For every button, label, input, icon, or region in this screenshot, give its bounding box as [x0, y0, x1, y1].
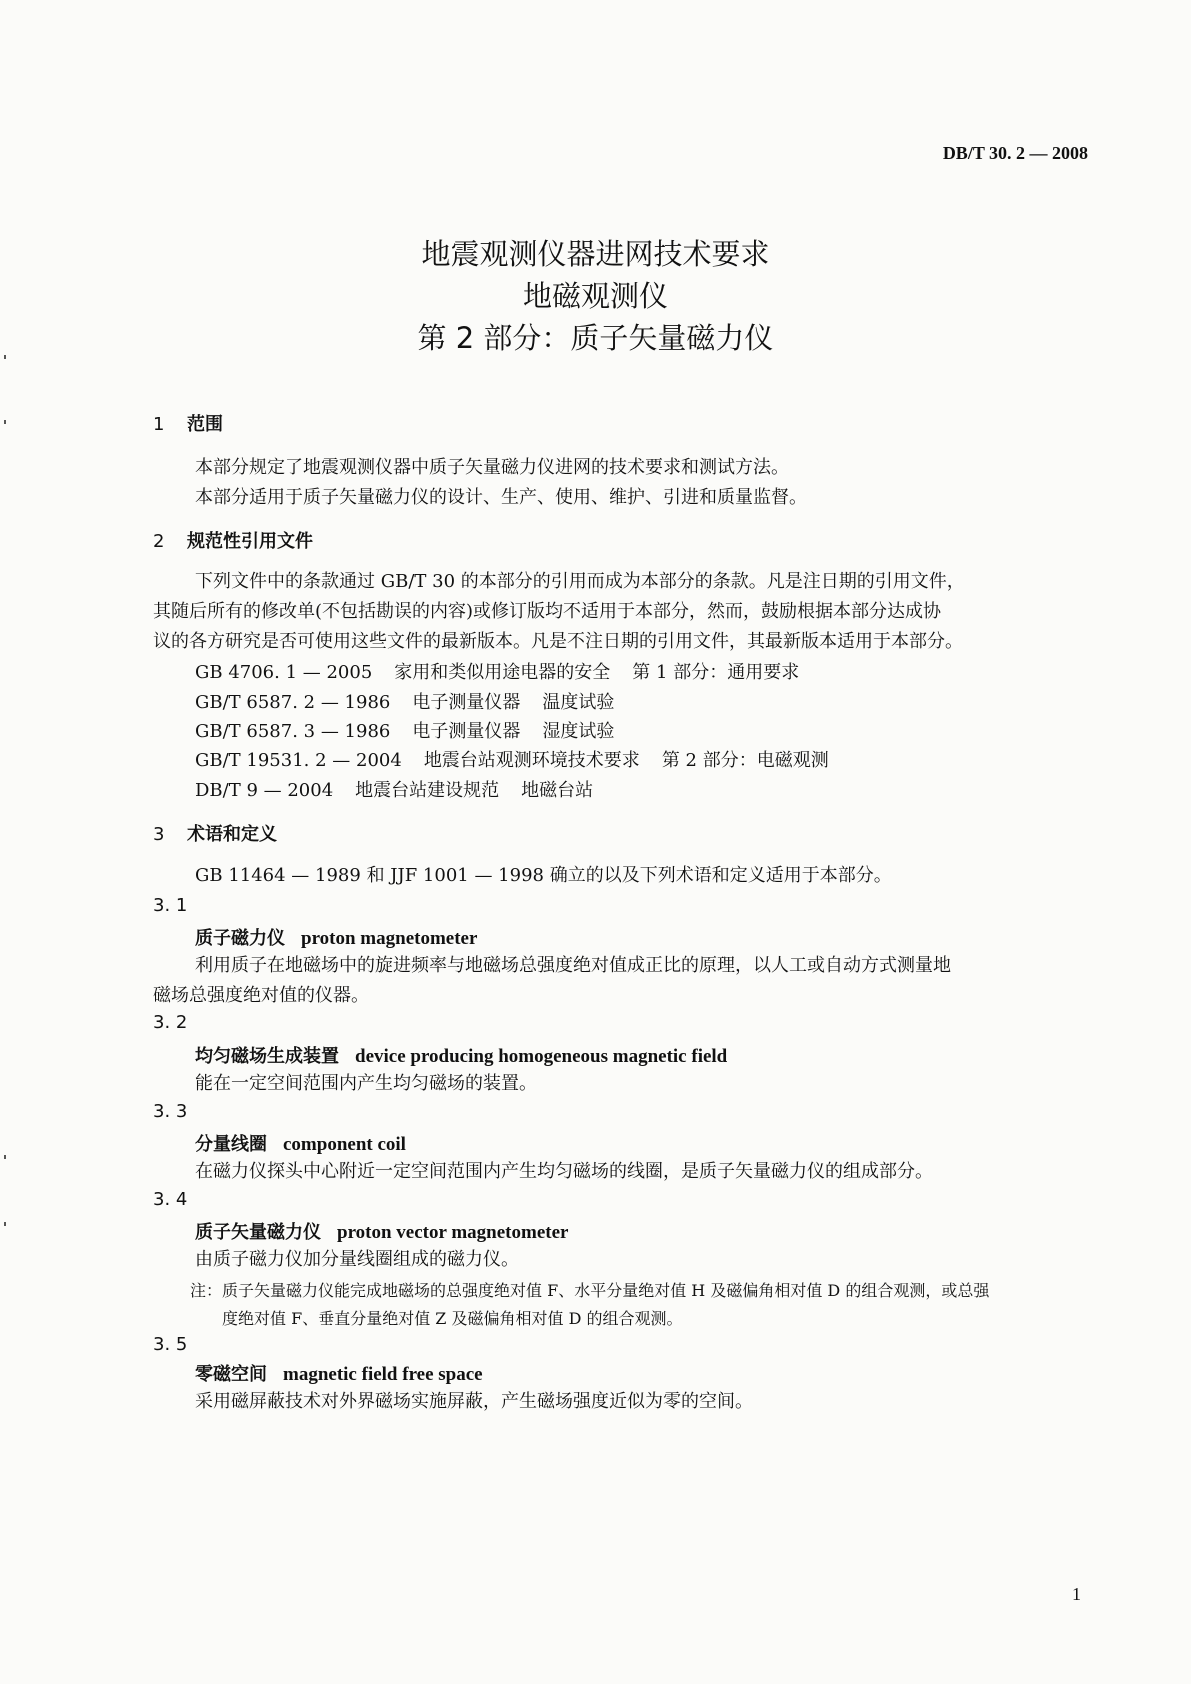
term-en: device producing homogeneous magnetic field [355, 1046, 728, 1067]
term-definition: 利用质子在地磁场中的旋进频率与地磁场总强度绝对值成正比的原理，以人工或自动方式测量地 [195, 955, 951, 976]
term-cn: 质子磁力仪 [195, 928, 285, 949]
reference-title: 地震台站建设规范 [355, 780, 500, 801]
term-definition: 能在一定空间范围内产生均匀磁场的装置。 [195, 1073, 537, 1094]
paragraph: 本部分规定了地震观测仪器中质子矢量磁力仪进网的技术要求和测试方法。 [195, 457, 789, 478]
term-cn: 质子矢量磁力仪 [195, 1222, 321, 1243]
term-heading [195, 1042, 727, 1068]
paragraph: 议的各方研究是否可使用这些文件的最新版本。凡是不注日期的引用文件，其最新版本适用于本部分。 [153, 631, 963, 652]
reference-item [195, 687, 614, 719]
paragraph: 下列文件中的条款通过 GB/T 30 的本部分的引用而成为本部分的条款。凡是注日期的引用文件， [195, 571, 965, 592]
section-title: 规范性引用文件 [187, 531, 313, 552]
section-number: 2 [153, 531, 165, 552]
term-cn: 分量线圈 [195, 1134, 267, 1155]
term-note: 注：质子矢量磁力仪能完成地磁场的总强度绝对值 F、水平分量绝对值 H 及磁偏角相对值 D 的组合观测，或总强 [190, 1281, 990, 1300]
term-definition: 采用磁屏蔽技术对外界磁场实施屏蔽，产生磁场强度近似为零的空间。 [195, 1391, 753, 1412]
reference-code: GB/T 6587. 3 — 1986 [195, 721, 391, 742]
reference-title: 电子测量仪器 [412, 721, 521, 742]
reference-code: DB/T 9 — 2004 [195, 780, 334, 801]
reference-title: 电子测量仪器 [412, 692, 521, 713]
reference-part: 第 2 部分：电磁观测 [661, 750, 829, 771]
reference-code: GB/T 6587. 2 — 1986 [195, 692, 391, 713]
reference-title: 家用和类似用途电器的安全 [394, 662, 611, 683]
section-3-heading [153, 820, 277, 846]
reference-title: 地震台站观测环境技术要求 [423, 750, 640, 771]
term-note: 度绝对值 F、垂直分量绝对值 Z 及磁偏角相对值 D 的组合观测。 [222, 1309, 683, 1328]
section-2-heading [153, 527, 313, 553]
section-title: 范围 [187, 414, 223, 435]
title-line-2: 地磁观测仪 [522, 279, 668, 313]
reference-item [195, 775, 593, 807]
reference-part: 温度试验 [542, 692, 615, 713]
term-heading [195, 924, 477, 950]
reference-item [195, 716, 614, 748]
reference-item [195, 657, 799, 689]
reference-part: 第 1 部分：通用要求 [632, 662, 800, 683]
section-number: 3 [153, 824, 165, 845]
term-en: proton vector magnetometer [337, 1222, 569, 1243]
term-definition: 在磁力仪探头中心附近一定空间范围内产生均匀磁场的线圈，是质子矢量磁力仪的组成部分。 [195, 1161, 933, 1182]
term-en: component coil [283, 1134, 406, 1155]
paragraph: 本部分适用于质子矢量磁力仪的设计、生产、使用、维护、引进和质量监督。 [195, 487, 807, 508]
subsection-number: 3. 2 [153, 1012, 188, 1033]
subsection-number: 3. 5 [153, 1334, 188, 1355]
subsection-number: 3. 4 [153, 1189, 188, 1210]
term-heading [195, 1218, 568, 1244]
paragraph: 其随后所有的修改单(不包括勘误的内容)或修订版均不适用于本部分，然而，鼓励根据本部分达成协 [153, 601, 942, 622]
reference-part: 湿度试验 [542, 721, 615, 742]
term-definition: 磁场总强度绝对值的仪器。 [153, 985, 369, 1006]
subsection-number: 3. 3 [153, 1101, 188, 1122]
document-number: DB/T 30. 2 — 2008 [942, 143, 1088, 163]
term-en: proton magnetometer [301, 928, 478, 949]
subsection-number: 3. 1 [153, 895, 188, 916]
term-definition: 由质子磁力仪加分量线圈组成的磁力仪。 [195, 1249, 519, 1270]
term-en: magnetic field free space [283, 1364, 483, 1385]
section-title: 术语和定义 [187, 824, 277, 845]
term-cn: 均匀磁场生成装置 [195, 1046, 339, 1067]
reference-part: 地磁台站 [521, 780, 594, 801]
reference-item [195, 745, 829, 777]
title-line-3: 第 2 部分：质子矢量磁力仪 [417, 321, 774, 355]
page-number: 1 [1072, 1584, 1081, 1604]
term-heading [195, 1360, 483, 1386]
reference-code: GB 4706. 1 — 2005 [195, 662, 373, 683]
paragraph: GB 11464 — 1989 和 JJF 1001 — 1998 确立的以及下列术语和定义适用于本部分。 [195, 865, 892, 886]
term-heading [195, 1130, 406, 1156]
section-number: 1 [153, 414, 165, 435]
title-line-1: 地震观测仪器进网技术要求 [421, 237, 770, 271]
term-cn: 零磁空间 [195, 1364, 267, 1385]
reference-code: GB/T 19531. 2 — 2004 [195, 750, 402, 771]
section-1-heading [153, 410, 223, 436]
